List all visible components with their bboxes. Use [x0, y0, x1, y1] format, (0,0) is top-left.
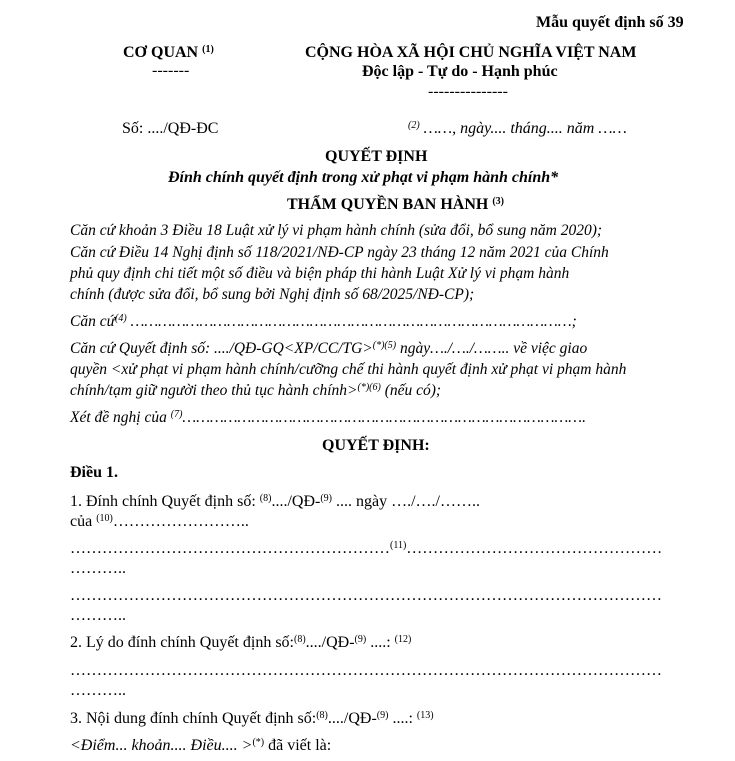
state-motto: Độc lập - Tự do - Hạnh phúc — [362, 63, 558, 80]
basis-9-text: Xét đề nghị của — [70, 409, 167, 426]
item-1-note-9: (9) — [320, 493, 332, 504]
item-1-continuation-2: ……….. — [70, 607, 126, 624]
item-1-dots-b: ………………………………………… — [406, 540, 663, 557]
basis-line-4: chính (được sửa đổi, bổ sung bởi Nghị định số 68/2025/NĐ-CP); — [70, 286, 475, 303]
item-1-issuer-label: của — [70, 513, 97, 530]
state-name: CỘNG HÒA XÃ HỘI CHỦ NGHĨA VIỆT NAM — [305, 44, 637, 61]
item-2-note-12: (12) — [394, 634, 412, 645]
item-3-note-13: (13) — [416, 710, 434, 721]
item-1-text: 1. Đính chính Quyết định số: — [70, 493, 260, 510]
item-3-reference: <Điểm... khoản.... Điều.... > — [70, 737, 253, 754]
basis-line-6 — [70, 340, 587, 358]
basis-6-text: Căn cứ Quyết định số: ..../QĐ-GQ<XP/CC/TG> — [70, 340, 373, 357]
item-1-dots-line: ………………………………………………………………………………………………… — [70, 587, 662, 604]
item-3-note-star: (*) — [252, 737, 265, 748]
item-1-issuer-dots: …………………….. — [112, 513, 249, 530]
date-note: (2) — [408, 120, 420, 131]
basis-line-9 — [70, 409, 586, 427]
item-1-note-8: (8) — [259, 493, 272, 504]
item-2-dots-line: ………………………………………………………………………………………………… — [70, 662, 662, 679]
item-3-text: 3. Nội dung đính chính Quyết định số: — [70, 710, 317, 727]
basis-line-8 — [70, 382, 441, 400]
agency-rule: ------- — [152, 62, 190, 79]
item-1-note-10: (10) — [96, 513, 113, 524]
item-1-dots-a: …………………………………………………… — [70, 540, 390, 557]
item-1-number: ..../QĐ- — [271, 493, 321, 510]
basis-8-tail: (nếu có); — [380, 382, 442, 399]
basis-8-note: (*)(6) — [357, 382, 381, 393]
basis-line-7: quyền <xử phạt vi phạm hành chính/cưỡng chế thi hành quyết định xử phạt vi phạm hành — [70, 361, 627, 378]
item-1-content-line — [70, 540, 695, 558]
basis-6-note: (*)(5) — [372, 340, 397, 351]
item-3-tail: ....: — [388, 710, 417, 727]
agency-label — [123, 44, 214, 62]
issuing-authority — [287, 196, 504, 214]
document-subtitle: Đính chính quyết định trong xử phạt vi phạm hành chính* — [168, 169, 559, 186]
basis-5-dots: ……………………………………………………………………………………; — [126, 313, 577, 330]
basis-5-note: (4) — [115, 313, 127, 324]
item-1-note-11: (11) — [390, 540, 407, 551]
item-2-note-9: (9) — [354, 634, 367, 645]
basis-6-tail: ngày…./…./…….. về việc giao — [396, 340, 588, 357]
decision-heading: QUYẾT ĐỊNH: — [322, 437, 430, 454]
basis-line-3: phủ quy định chi tiết một số điều và biện pháp thi hành Luật Xử lý vi phạm hành — [70, 265, 570, 282]
agency-name: CƠ QUAN — [123, 44, 199, 61]
item-1-continuation-1: ……….. — [70, 560, 126, 577]
document-title: QUYẾT ĐỊNH — [325, 148, 428, 165]
item-2-note-8: (8) — [293, 634, 306, 645]
authority-note: (3) — [492, 196, 505, 207]
item-3-note-8: (8) — [316, 710, 328, 721]
agency-note: (1) — [202, 44, 214, 55]
item-2-line — [70, 634, 411, 652]
item-3-detail-line — [70, 737, 331, 755]
basis-line-2: Căn cứ Điều 14 Nghị định số 118/2021/NĐ-CP ngày 23 tháng 12 năm 2021 của Chính — [70, 244, 609, 261]
item-2-tail: ....: — [366, 634, 395, 651]
basis-line-1: Căn cứ khoản 3 Điều 18 Luật xử lý vi phạm hành chính (sửa đổi, bổ sung năm 2020); — [70, 222, 603, 239]
item-3-note-9: (9) — [376, 710, 389, 721]
basis-line-5 — [70, 313, 577, 331]
basis-5-text: Căn cứ — [70, 313, 116, 330]
basis-8-text: chính/tạm giữ người theo thủ tục hành chính> — [70, 382, 358, 399]
basis-9-note: (7) — [170, 409, 183, 420]
form-number: Mẫu quyết định số 39 — [536, 14, 684, 31]
date-line — [408, 120, 627, 138]
item-3-number: ..../QĐ- — [327, 710, 377, 727]
article-1-heading: Điều 1. — [70, 464, 118, 481]
item-3-line — [70, 710, 434, 728]
item-1-date: .... ngày …./…./…….. — [332, 493, 480, 510]
authority-text: THẨM QUYỀN BAN HÀNH — [287, 196, 489, 213]
item-1-issuer-line — [70, 513, 249, 531]
item-2-number: ..../QĐ- — [305, 634, 355, 651]
item-2-text: 2. Lý do đính chính Quyết định số: — [70, 634, 294, 651]
decision-number: Số: ..../QĐ-ĐC — [122, 120, 219, 137]
basis-9-dots: ……………………………………………………………………………. — [182, 409, 586, 426]
item-3-written-as: đã viết là: — [264, 737, 332, 754]
date-text: ……, ngày.... tháng.... năm …… — [423, 120, 627, 137]
state-rule: --------------- — [428, 83, 508, 100]
item-1-line — [70, 493, 480, 511]
item-2-continuation: ……….. — [70, 682, 126, 699]
